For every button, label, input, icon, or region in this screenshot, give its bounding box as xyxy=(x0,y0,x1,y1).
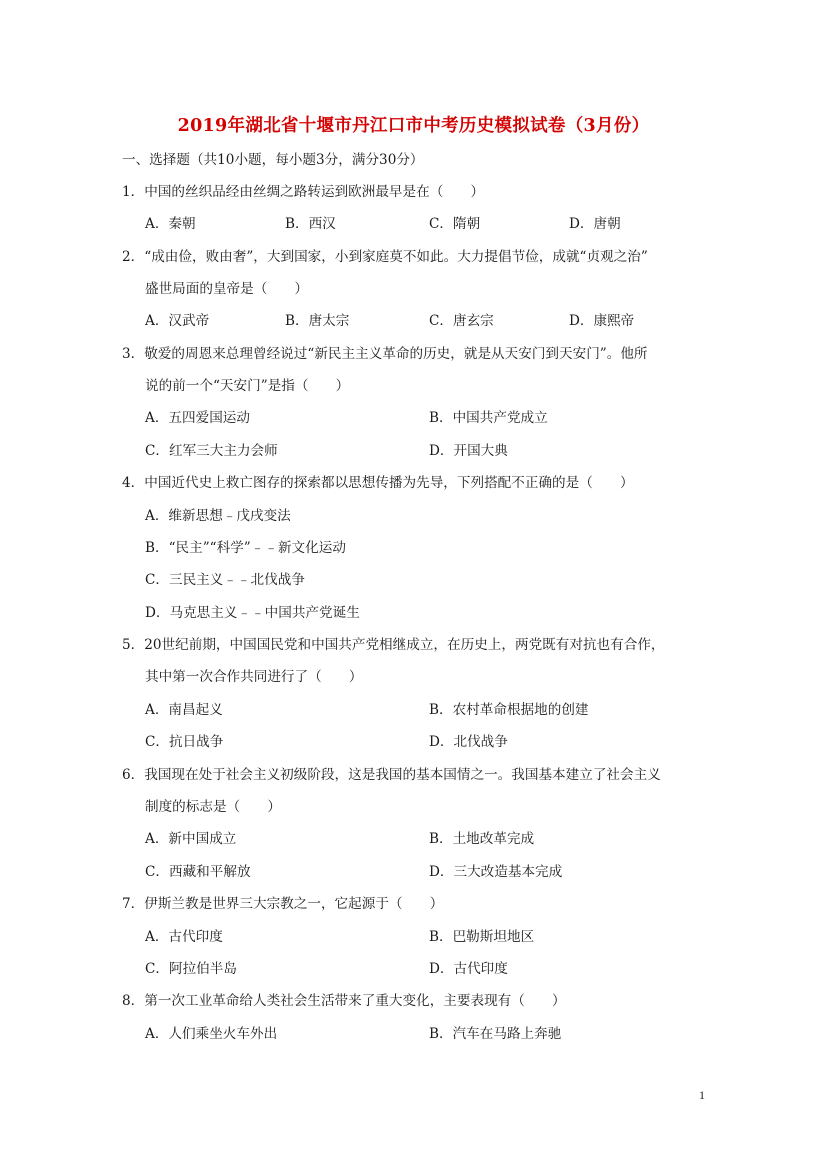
question-text: 7．伊斯兰教是世界三大宗教之一，它起源于（ ） xyxy=(122,896,444,912)
option-d: D．开国大典 xyxy=(429,443,508,459)
question-text: 6．我国现在处于社会主义初级阶段，这是我国的基本国情之一。我国基本建立了社会主义 xyxy=(122,767,661,783)
option-c: C．三民主义﹣﹣北伐战争 xyxy=(145,572,305,588)
option-d: D．马克思主义﹣﹣中国共产党诞生 xyxy=(145,605,360,621)
option-a: A．古代印度 xyxy=(145,929,223,945)
question-text-cont: 其中第一次合作共同进行了（ ） xyxy=(145,669,363,685)
option-c: C．西藏和平解放 xyxy=(145,864,251,880)
option-a: A．南昌起义 xyxy=(145,702,223,718)
option-b: B．汽车在马路上奔驰 xyxy=(429,1026,562,1042)
option-d: D．三大改造基本完成 xyxy=(429,864,563,880)
option-c: C．抗日战争 xyxy=(145,734,224,750)
option-b: B．巴勒斯坦地区 xyxy=(429,929,535,945)
page-title: 2019年湖北省十堰市丹江口市中考历史模拟试卷（3月份） xyxy=(177,116,650,136)
section-heading: 一、选择题（共10小题，每小题3分，满分30分） xyxy=(122,152,424,168)
question-text-cont: 说的前一个“天安门”是指（ ） xyxy=(145,378,350,394)
option-c: C．红军三大主力会师 xyxy=(145,443,278,459)
question-text-cont: 制度的标志是（ ） xyxy=(145,799,281,815)
question-text-cont: 盛世局面的皇帝是（ ） xyxy=(145,281,309,297)
question-text: 3．敬爱的周恩来总理曾经说过“新民主主义革命的历史，就是从天安门到天安门”。他所 xyxy=(122,346,648,362)
option-c: C．隋朝 xyxy=(429,216,481,232)
option-b: B．西汉 xyxy=(285,216,336,232)
option-b: B．土地改革完成 xyxy=(429,831,535,847)
option-d: D．唐朝 xyxy=(569,216,621,232)
option-d: D．康熙帝 xyxy=(569,313,635,329)
option-a: A．秦朝 xyxy=(145,216,196,232)
option-a: A．维新思想﹣戊戌变法 xyxy=(145,508,291,524)
option-d: D．古代印度 xyxy=(429,961,508,977)
option-d: D．北伐战争 xyxy=(429,734,508,750)
option-b: B．中国共产党成立 xyxy=(429,410,548,426)
option-a: A．人们乘坐火车外出 xyxy=(145,1026,278,1042)
question-text: 5．20世纪前期，中国国民党和中国共产党相继成立，在历史上，两党既有对抗也有合作， xyxy=(122,637,665,653)
question-text: 4．中国近代史上救亡图存的探索都以思想传播为先导，下列搭配不正确的是（ ） xyxy=(122,475,634,491)
option-a: A．五四爱国运动 xyxy=(145,410,250,426)
option-b: B．农村革命根据地的创建 xyxy=(429,702,589,718)
question-text: 2．“成由俭，败由奢”，大到国家，小到家庭莫不如此。大力提倡节俭，成就“贞观之治” xyxy=(122,249,648,265)
question-text: 1．中国的丝织品经由丝绸之路转运到欧洲最早是在（ ） xyxy=(122,184,485,200)
option-b: B．“民主”“科学”﹣﹣新文化运动 xyxy=(145,540,346,556)
option-a: A．新中国成立 xyxy=(145,831,237,847)
page-number: 1 xyxy=(699,1088,705,1102)
option-b: B．唐太宗 xyxy=(285,313,350,329)
option-c: C．阿拉伯半岛 xyxy=(145,961,237,977)
question-text: 8．第一次工业革命给人类社会生活带来了重大变化，主要表现有（ ） xyxy=(122,993,566,1009)
option-a: A．汉武帝 xyxy=(145,313,210,329)
option-c: C．唐玄宗 xyxy=(429,313,494,329)
